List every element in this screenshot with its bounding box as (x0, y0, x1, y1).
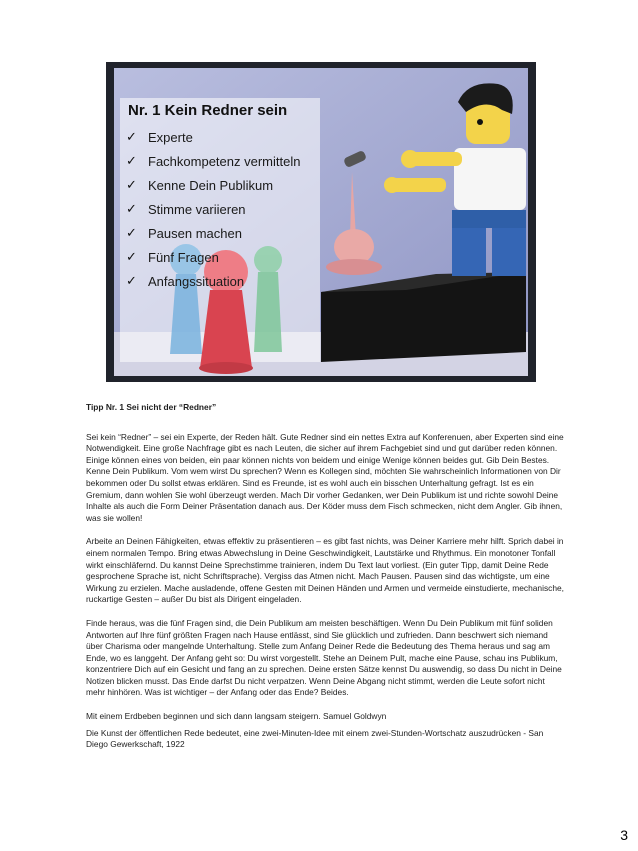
checkmark-icon: ✓ (126, 273, 137, 288)
checkmark-icon: ✓ (126, 225, 137, 240)
checklist-item-label: Experte (148, 129, 193, 145)
quote-san-diego: Die Kunst der öffentlichen Rede bedeutet, eine zwei-Minuten-Idee mit einem zwei-Stunden-Wortschatz auszudrücken - San Diego Gewerkschaft, 1922 (86, 727, 544, 750)
checklist-item (126, 177, 320, 193)
checkmark-icon: ✓ (126, 129, 137, 144)
checklist-item-label: Fünf Fragen (148, 249, 219, 265)
checklist-item-label: Pausen machen (148, 225, 242, 241)
paragraph-expert: Sei kein “Redner” – sei ein Experte, der Reden hält. Gute Redner sind ein nettes Extra auf Konferenuen, aber Experten sind eine Notwendigkeit. Eine große Nachfrage gibt es nach Leuten, die sicher auf ihrem Fachgebiet sind und gut darüber reden können. Einige können eines von beiden, ein paar können nichts von beidem und einige Wenige können beides gut. Gib Dein Bestes. Kenne Dein Publikum. Vom wem wirst Du sprechen? Wenn es Kollegen sind, möchten Sie wahrscheinlich Informationen von Dir bekommen oder Du sollst etwas erklären. Sind es Freunde, ist es wohl auch ein bisschen Unterhaltung gefragt. Ist es ein Gremium, dann wohlen Sie wohl überzeugt werden. Mach Dir vorher Gedanken, wer Dein Publikum ist und richte sowohl Deine Inhalte als auch die Form Deiner Präsentation danach aus. Der Köder muss dem Fisch schmecken, nicht dem Angler. Gib ihnen, was sie wollen! (86, 431, 564, 523)
checklist-item-label: Stimme variieren (148, 201, 246, 217)
checklist-item (126, 249, 320, 265)
checklist-item-label: Fachkompetenz vermitteln (148, 153, 301, 169)
checklist-item-label: Anfangssituation (148, 273, 245, 289)
article-body (86, 402, 566, 763)
page-number: 3 (620, 827, 628, 843)
tip-heading: Tipp Nr. 1 Sei nicht der “Redner” (86, 402, 217, 412)
checklist-item-label: Kenne Dein Publikum (148, 177, 274, 193)
checklist-item (126, 153, 320, 169)
checkmark-icon: ✓ (126, 201, 137, 216)
checkmark-icon: ✓ (126, 249, 137, 264)
checklist-item (126, 201, 320, 217)
paragraph-present: Arbeite an Deinen Fähigkeiten, etwas effektiv zu präsentieren – es gibt fast nichts, was Deiner Karriere mehr hilft. Sprich dabei in einem normalen Tempo. Bring etwas Abwechslung in Deine Geschwindigkeit, Lautstärke und Rhythmus. Ein monotoner Tonfall wirkt einschläfernd. Du kannst Deine Sprechstimme trainieren, indem Du Text laut vorliest. (Ein guter Tipp, damit Deine Rede gesprochene Sprache ist, nicht Schriftsprache). Vergiss das Atmen nicht. Mach Pausen. Pausen sind das wichtigste, um eine Wirkung zu erzielen. Mache ausladende, offene Gesten mit Deinen Händen und Armen und vermeide einstudierte, mechanische, ruckartige Gesten – außer Du bist als Dirigent eingeladen. (86, 536, 564, 605)
quote-goldwyn: Mit einem Erdbeben beginnen und sich dann langsam steigern. Samuel Goldwyn (86, 711, 387, 722)
checklist-overlay (120, 98, 320, 297)
checklist-item (126, 273, 320, 289)
checkmark-icon: ✓ (126, 177, 137, 192)
lego-speaker-photo (106, 62, 536, 382)
checklist-item (126, 129, 320, 145)
checklist-item (126, 225, 320, 241)
checklist-title: Nr. 1 Kein Redner sein (128, 102, 288, 119)
checkmark-icon: ✓ (126, 153, 137, 168)
paragraph-five-questions: Finde heraus, was die fünf Fragen sind, die Dein Publikum am meisten beschäftigen. Wenn Du Dein Publikum mit fünf soliden Antworten auf Ihre fünf größten Fragen nach Hause entlässt, sind Sie glücklich und zufrieden. Dann beschwert sich niemand über Charisma oder mangelnde Unterhaltung. Stelle zum Anfang Deiner Rede die Bedeutung des Thema heraus und sag am Ende, wo es langgeht. Der Anfang geht so: Du wirst vorgestellt. Stehe an Deinem Pult, mache eine Pause, schau ins Publikum, konzentriere Dich auf ein Gesicht und fang an zu sprechen. Deine ersten Sätze kennst Du auswendig, so dass Du nicht in Deine Notizen blicken musst. Das Ende darfst Du nicht verpatzen. Wenn Deine Abgang nicht stimmt, werden die Leute sofort nicht mehr hinhören. Was ist wichtiger – der Anfang oder das Ende? Beides. (86, 617, 562, 698)
